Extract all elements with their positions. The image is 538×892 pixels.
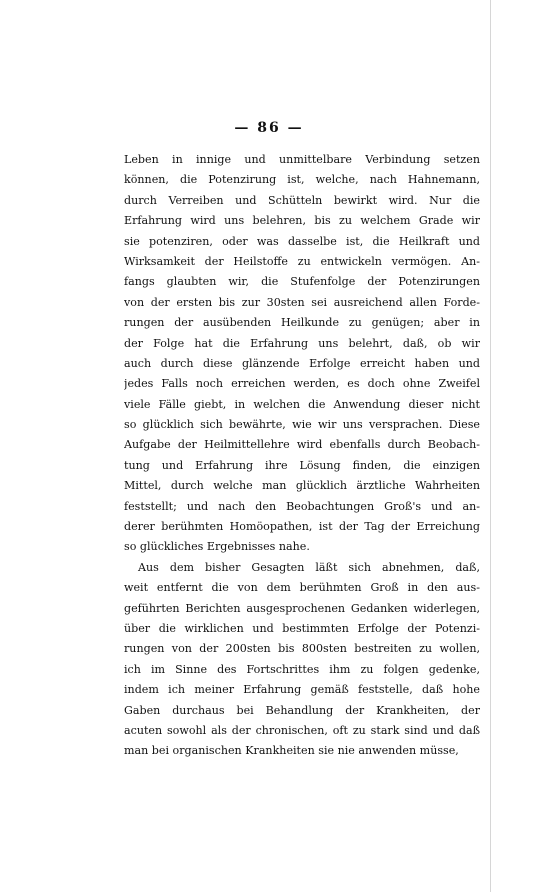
- text-line: über die wirklichen und bestimmten Erfolge der Potenzi-: [124, 621, 480, 635]
- text-line: so glückliches Ergebnisses nahe.: [124, 540, 310, 554]
- text-line: rungen der ausübenden Heilkunde zu genügen; aber in: [124, 316, 480, 330]
- text-line: indem ich meiner Erfahrung gemäß feststelle, daß hohe: [124, 683, 480, 697]
- text-line: auch durch diese glänzende Erfolge erreicht haben und: [124, 356, 480, 370]
- text-line: so glücklich sich bewährte, wie wir uns versprachen. Diese: [124, 418, 480, 432]
- text-line: können, die Potenzirung ist, welche, nach Hahnemann,: [124, 173, 480, 187]
- text-line: Gaben durchaus bei Behandlung der Krankheiten, der: [124, 703, 480, 717]
- page-number: — 86 —: [234, 120, 304, 136]
- text-line: weit entfernt die von dem berühmten Groß in den aus-: [124, 581, 480, 595]
- text-line: Leben in innige und unmittelbare Verbindung setzen: [124, 153, 480, 166]
- text-line: ich im Sinne des Fortschrittes ihm zu folgen gedenke,: [124, 662, 480, 676]
- text-line: von der ersten bis zur 30sten sei ausreichend allen Forde-: [124, 295, 480, 309]
- text-line: der Folge hat die Erfahrung uns belehrt, daß, ob wir: [124, 336, 480, 350]
- text-line: Mittel, durch welche man glücklich ärztliche Wahrheiten: [124, 479, 480, 493]
- text-line: durch Verreiben und Schütteln bewirkt wird. Nur die: [124, 193, 480, 207]
- text-line: feststellt; und nach den Beobachtungen Groß's und an-: [124, 499, 480, 513]
- text-line: sie potenziren, oder was dasselbe ist, die Heilkraft und: [124, 234, 480, 248]
- text-line: derer berühmten Homöopathen, ist der Tag der Erreichung: [124, 520, 480, 534]
- text-line: jedes Falls noch erreichen werden, es doch ohne Zweifel: [124, 377, 480, 391]
- text-line: Aufgabe der Heilmittellehre wird ebenfalls durch Beobach-: [124, 438, 480, 452]
- text-line: rungen von der 200sten bis 800sten bestreiten zu wollen,: [124, 642, 480, 656]
- text-line: Erfahrung wird uns belehren, bis zu welchem Grade wir: [124, 214, 480, 228]
- text-line: fangs glaubten wir, die Stufenfolge der Potenzirungen: [124, 275, 480, 289]
- text-line: acuten sowohl als der chronischen, oft zu stark sind und daß: [124, 723, 480, 737]
- text-line: tung und Erfahrung ihre Lösung finden, die einzigen: [124, 458, 480, 472]
- text-line: geführten Berichten ausgesprochenen Gedanken widerlegen,: [124, 601, 480, 615]
- text-line: Aus dem bisher Gesagten läßt sich abnehmen, daß,: [138, 560, 480, 574]
- text-line: man bei organischen Krankheiten sie nie anwenden müsse,: [124, 744, 459, 758]
- body-text: [124, 150, 480, 762]
- text-line: viele Fälle giebt, in welchen die Anwendung dieser nicht: [124, 397, 480, 411]
- text-line: Wirksamkeit der Heilstoffe zu entwickeln vermögen. An-: [124, 254, 480, 268]
